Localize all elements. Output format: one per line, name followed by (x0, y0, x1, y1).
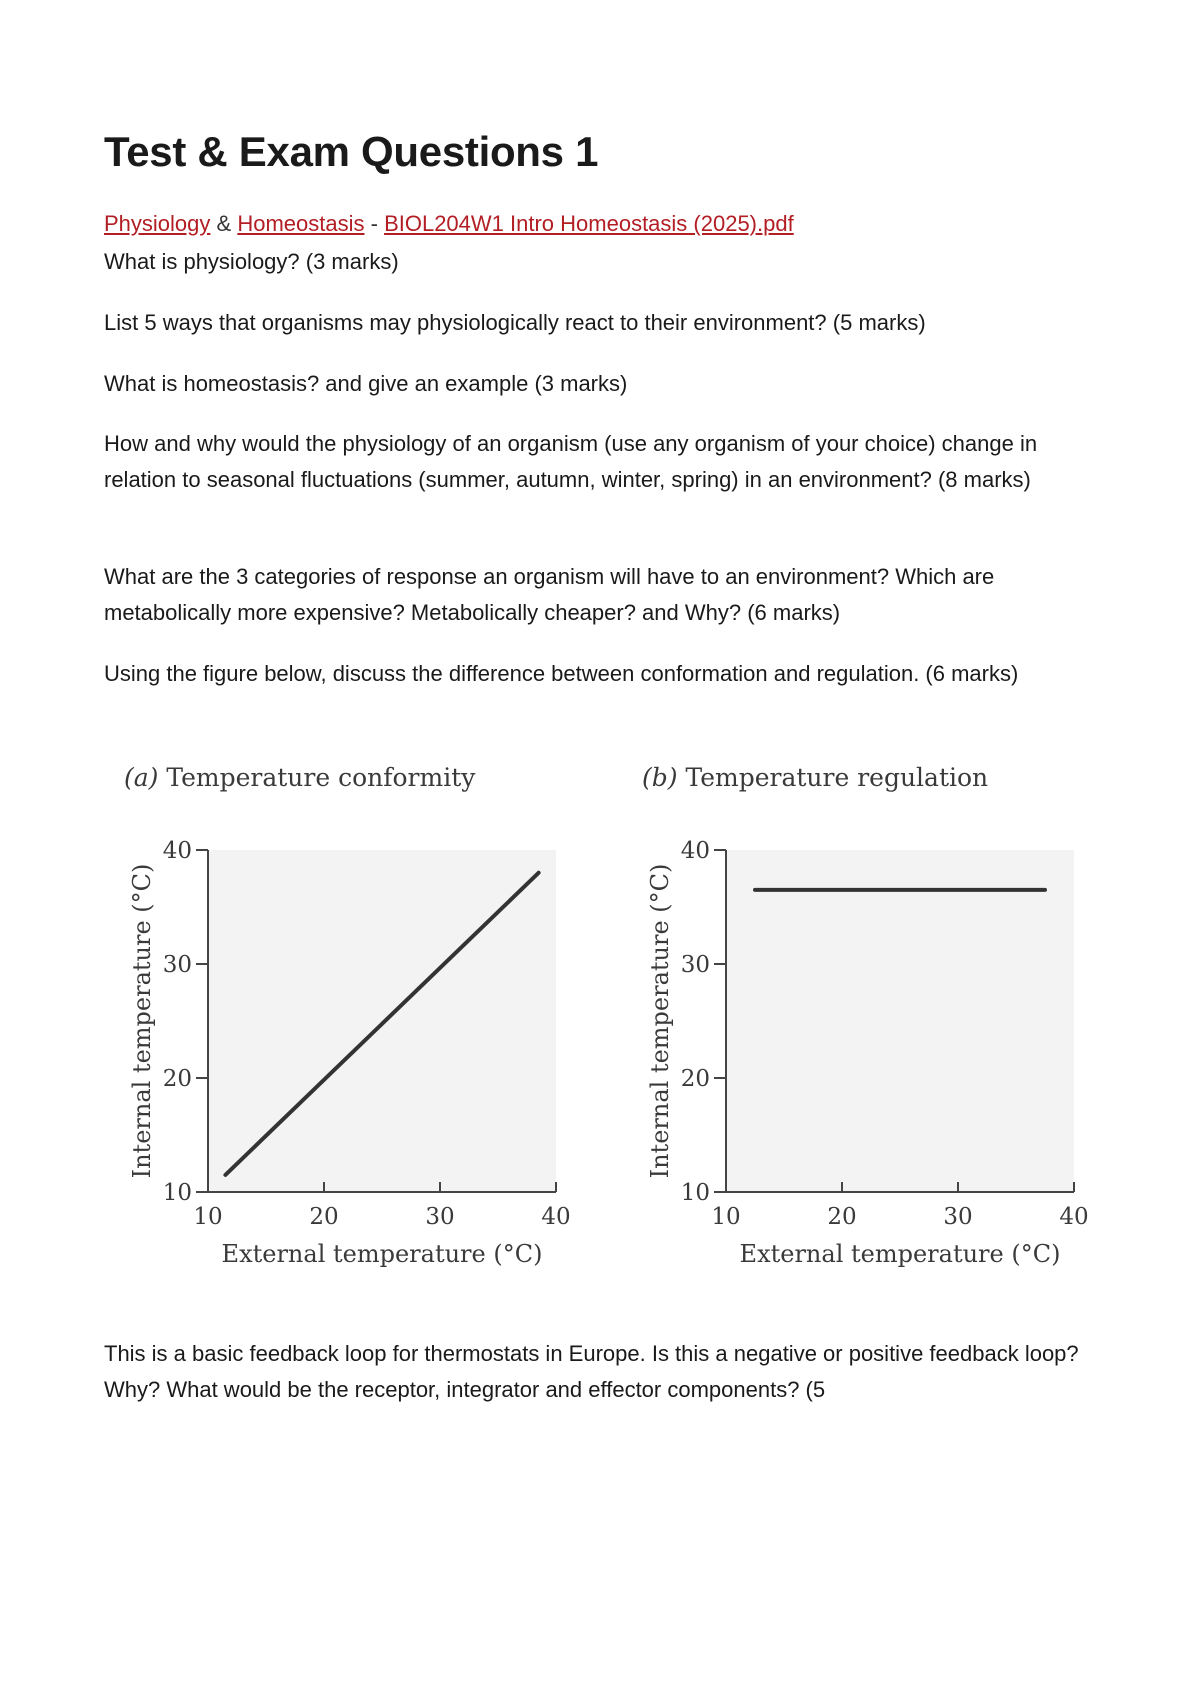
question-7: This is a basic feedback loop for thermostats in Europe. Is this a negative or positive feedback loop? Why? What would be the receptor, integrator and effector components? (5 (104, 1341, 1079, 1402)
chart-b-x-label: External temperature (°C) (739, 1240, 1061, 1268)
chart-b-y-tick-label: 40 (680, 838, 710, 864)
question-3: What is homeostasis? and give an example (3 marks) (104, 371, 628, 396)
chart-a-y-label: Internal temperature (°C) (128, 863, 156, 1179)
chart-a-x-tick-label: 30 (425, 1204, 455, 1230)
pdf-link[interactable]: BIOL204W1 Intro Homeostasis (2025).pdf (384, 211, 794, 236)
question-5: What are the 3 categories of response an organism will have to an environment? Which are metabolically more expensive? Metabolically cheaper? and Why? (6 marks) (104, 564, 995, 625)
chart-b-plot-area (726, 850, 1074, 1192)
chart-a-x-label: External temperature (°C) (221, 1240, 543, 1268)
chart-a-y-tick-label: 40 (162, 838, 192, 864)
chart-a-title: (a) Temperature conformity (124, 763, 476, 792)
homeostasis-link[interactable]: Homeostasis (237, 211, 365, 236)
page-title: Test & Exam Questions 1 (104, 128, 599, 175)
chart-b-title: (b) Temperature regulation (642, 763, 989, 792)
dash-separator: - (370, 211, 378, 236)
chart-a-y-tick-label: 20 (162, 1066, 192, 1092)
ampersand-text: & (216, 211, 232, 236)
question-4: How and why would the physiology of an organism (use any organism of your choice) change in relation to seasonal fluctuations (summer, autumn, winter, spring) in an environment? (8 marks) (104, 431, 1038, 492)
reference-links (104, 211, 794, 237)
temperature-figure-svg (104, 750, 1104, 1290)
chart-b-x-tick-label: 40 (1059, 1204, 1089, 1230)
chart-a-x-tick-label: 40 (541, 1204, 571, 1230)
question-1: What is physiology? (3 marks) (104, 249, 399, 274)
chart-b-x-tick-label: 10 (711, 1204, 741, 1230)
chart-b-y-tick-label: 30 (680, 952, 710, 978)
chart-a-y-tick-label: 10 (162, 1180, 192, 1206)
chart-b-y-tick-label: 20 (680, 1066, 710, 1092)
chart-b-y-label: Internal temperature (°C) (646, 863, 674, 1179)
chart-b-x-tick-label: 30 (943, 1204, 973, 1230)
chart-b-y-tick-label: 10 (680, 1180, 710, 1206)
physiology-link[interactable]: Physiology (104, 211, 211, 236)
temperature-figure (104, 750, 1104, 1290)
chart-a-x-tick-label: 20 (309, 1204, 339, 1230)
question-6: Using the figure below, discuss the difference between conformation and regulation. (6 marks) (104, 661, 1019, 686)
question-2: List 5 ways that organisms may physiologically react to their environment? (5 marks) (104, 310, 926, 335)
chart-a-y-tick-label: 30 (162, 952, 192, 978)
chart-a-x-tick-label: 10 (193, 1204, 223, 1230)
chart-b-x-tick-label: 20 (827, 1204, 857, 1230)
